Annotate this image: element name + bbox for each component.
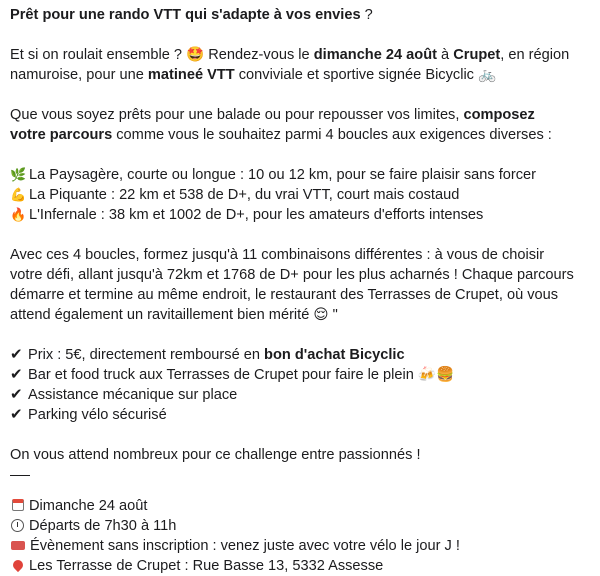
info-text: Évènement sans inscription : venez juste avec votre vélo le jour J !: [30, 538, 460, 554]
perk-text: Parking vélo sécurisé: [28, 407, 167, 423]
info-address: [10, 556, 574, 576]
flexed-biceps-icon: 💪: [10, 187, 27, 202]
calendar-icon: [12, 499, 24, 511]
perk-item-price: [10, 345, 574, 365]
info-date: [10, 496, 574, 516]
perk-item-parking: [10, 405, 574, 425]
route-text: La Piquante : 22 km et 538 de D+, du vrai VTT, court mais costaud: [29, 187, 460, 203]
herb-icon: 🌿: [10, 167, 27, 182]
route-item: [10, 165, 574, 185]
combinations-end: ": [328, 307, 338, 323]
title-text: Prêt pour une rando VTT qui s'adapte à vos envies: [10, 7, 361, 23]
info-text: Dimanche 24 août: [29, 498, 148, 514]
route-item: [10, 185, 574, 205]
perk-item-food: [10, 365, 574, 385]
intro-text: Rendez-vous le: [204, 47, 314, 63]
route-text: La Paysagère, courte ou longue : 10 ou 12 km, pour se faire plaisir sans forcer: [29, 167, 537, 183]
perk-text: Assistance mécanique sur place: [28, 387, 238, 403]
divider: [10, 475, 30, 476]
combinations-text: Avec ces 4 boucles, formez jusqu'à 11 combinaisons différentes : à vous de choisir votre défi, allant jusqu'à 72km et 1768 de D+ pour les plus acharnés ! Chaque parcours démarre et termine au même endroit, le restaurant des Terrasses de Crupet, où vous attend également un ravitaillement bien mérité: [10, 247, 574, 323]
fire-icon: 🔥: [10, 207, 27, 222]
info-registration: [10, 536, 574, 556]
event-type: matineé VTT: [147, 67, 235, 83]
post-title: [10, 5, 574, 25]
perk-text: Bar et food truck aux Terrasses de Crupet pour faire le plein: [28, 367, 418, 383]
check-mark-icon: ✔: [10, 406, 23, 423]
routes-intro-text: comme vous le souhaitez parmi 4 boucles aux exigences diverses :: [112, 127, 552, 143]
ticket-icon: [11, 541, 25, 550]
perk-text: Prix : 5€, directement remboursé en: [28, 347, 265, 363]
combinations-paragraph: [10, 245, 574, 325]
event-place: Crupet: [453, 47, 501, 63]
routes-intro-bold: composez votre parcours: [10, 107, 535, 143]
route-item: [10, 205, 574, 225]
closing-line: On vous attend nombreux pour ce challenge entre passionnés !: [10, 447, 421, 463]
routes-intro-paragraph: [10, 105, 574, 145]
relieved-face-icon: 😌: [313, 307, 329, 323]
check-mark-icon: ✔: [10, 366, 23, 383]
star-struck-emoji-icon: 🤩: [186, 47, 205, 63]
intro-text: à: [437, 47, 454, 63]
voucher-text: bon d'achat Bicyclic: [264, 347, 405, 363]
beer-burger-icon: 🍻🍔: [417, 367, 455, 383]
info-text: Les Terrasse de Crupet : Rue Basse 13, 5332 Assesse: [29, 558, 384, 574]
info-departs: [10, 516, 574, 536]
intro-paragraph: [10, 45, 574, 85]
intro-text: conviviale et sportive signée Bicyclic: [234, 67, 479, 83]
intro-text: , en région namuroise, pour une: [10, 47, 570, 83]
event-date: dimanche 24 août: [313, 47, 437, 63]
check-mark-icon: ✔: [10, 386, 23, 403]
routes-intro-text: Que vous soyez prêts pour une balade ou pour repousser vos limites,: [10, 107, 464, 123]
bicycle-emoji-icon: 🚲: [478, 67, 497, 83]
location-pin-icon: [11, 558, 25, 572]
info-text: Départs de 7h30 à 11h: [29, 518, 177, 534]
check-mark-icon: ✔: [10, 346, 23, 363]
route-text: L'Infernale : 38 km et 1002 de D+, pour les amateurs d'efforts intenses: [29, 207, 484, 223]
clock-icon: [11, 519, 24, 532]
title-suffix: ?: [360, 7, 373, 23]
perk-item-assistance: [10, 385, 574, 405]
intro-text: Et si on roulait ensemble ?: [10, 47, 187, 63]
